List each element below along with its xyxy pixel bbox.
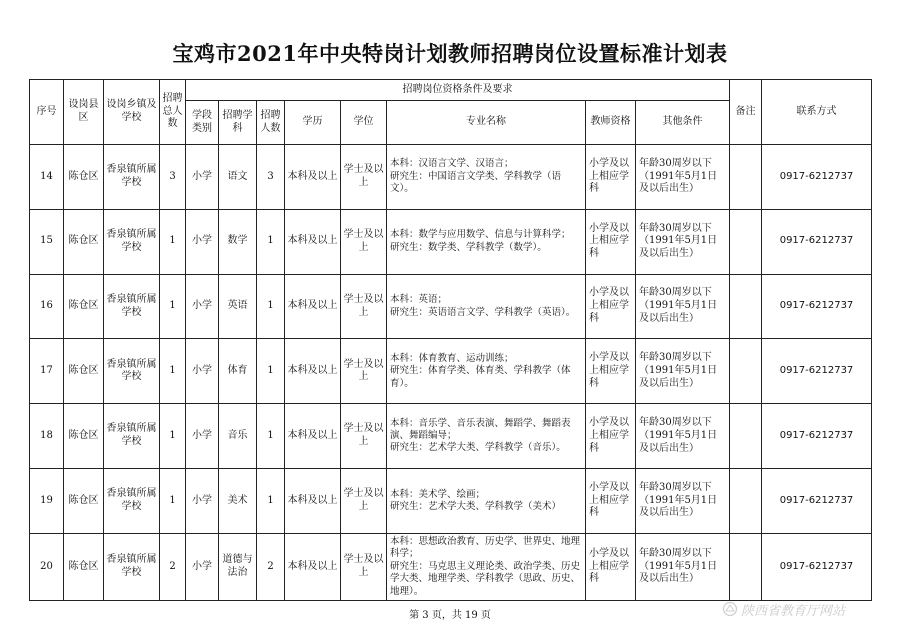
header-row-1 xyxy=(30,80,872,101)
cell-level: 小学 xyxy=(186,145,219,210)
cell-remark xyxy=(730,339,762,404)
col-header-seq: 序号 xyxy=(30,80,64,145)
cell-remark xyxy=(730,404,762,469)
cell-degree: 学士及以上 xyxy=(341,209,387,274)
cell-cert: 小学及以上相应学科 xyxy=(586,145,636,210)
col-header-school: 设岗乡镇及学校 xyxy=(104,80,160,145)
cell-education: 本科及以上 xyxy=(285,209,341,274)
cell-cert: 小学及以上相应学科 xyxy=(586,339,636,404)
cell-remark xyxy=(730,209,762,274)
cell-subject: 英语 xyxy=(219,274,257,339)
col-header-contact: 联系方式 xyxy=(762,80,872,145)
col-header-other: 其他条件 xyxy=(636,101,730,145)
cell-subject: 道德与法治 xyxy=(219,533,257,600)
cell-education: 本科及以上 xyxy=(285,274,341,339)
table-row xyxy=(30,209,872,274)
table-row xyxy=(30,274,872,339)
cell-other: 年龄30周岁以下（1991年5月1日及以后出生） xyxy=(636,274,730,339)
cell-remark xyxy=(730,145,762,210)
cell-seq: 16 xyxy=(30,274,64,339)
cell-count: 1 xyxy=(257,339,285,404)
cell-education: 本科及以上 xyxy=(285,404,341,469)
cell-major: 本科：体育教育、运动训练； 研究生：体育学类、体育类、学科教学（体育）。 xyxy=(387,339,586,404)
cell-district: 陈仓区 xyxy=(64,209,104,274)
cell-major: 本科：英语； 研究生：英语语言文学、学科教学（英语）。 xyxy=(387,274,586,339)
cell-cert: 小学及以上相应学科 xyxy=(586,533,636,600)
cell-seq: 15 xyxy=(30,209,64,274)
cell-seq: 19 xyxy=(30,469,64,534)
table-row xyxy=(30,469,872,534)
cell-level: 小学 xyxy=(186,404,219,469)
cell-subject: 语文 xyxy=(219,145,257,210)
cell-remark xyxy=(730,274,762,339)
cell-level: 小学 xyxy=(186,469,219,534)
cell-contact: 0917-6212737 xyxy=(762,533,872,600)
cell-district: 陈仓区 xyxy=(64,469,104,534)
cell-remark xyxy=(730,533,762,600)
cell-seq: 20 xyxy=(30,533,64,600)
cell-total: 1 xyxy=(160,274,186,339)
cell-subject: 数学 xyxy=(219,209,257,274)
cell-school: 香泉镇所属学校 xyxy=(104,339,160,404)
cell-contact: 0917-6212737 xyxy=(762,339,872,404)
cell-contact: 0917-6212737 xyxy=(762,145,872,210)
cell-major: 本科：音乐学、音乐表演、舞蹈学、舞蹈表演、舞蹈编导； 研究生：艺术学大类、学科教学（音乐）。 xyxy=(387,404,586,469)
cell-subject: 音乐 xyxy=(219,404,257,469)
cell-other: 年龄30周岁以下（1991年5月1日及以后出生） xyxy=(636,404,730,469)
cell-total: 1 xyxy=(160,469,186,534)
cell-education: 本科及以上 xyxy=(285,145,341,210)
cell-school: 香泉镇所属学校 xyxy=(104,145,160,210)
cell-school: 香泉镇所属学校 xyxy=(104,274,160,339)
cell-school: 香泉镇所属学校 xyxy=(104,469,160,534)
cell-education: 本科及以上 xyxy=(285,339,341,404)
col-header-major: 专业名称 xyxy=(387,101,586,145)
watermark-text: 陕西省教育厅网站 xyxy=(741,603,846,619)
cell-subject: 体育 xyxy=(219,339,257,404)
cell-level: 小学 xyxy=(186,339,219,404)
cell-remark xyxy=(730,469,762,534)
cell-school: 香泉镇所属学校 xyxy=(104,404,160,469)
watermark-logo-icon xyxy=(722,601,738,617)
cell-cert: 小学及以上相应学科 xyxy=(586,274,636,339)
col-header-subject: 招聘学科 xyxy=(219,101,257,145)
cell-degree: 学士及以上 xyxy=(341,404,387,469)
cell-district: 陈仓区 xyxy=(64,145,104,210)
cell-school: 香泉镇所属学校 xyxy=(104,533,160,600)
cell-level: 小学 xyxy=(186,209,219,274)
cell-total: 1 xyxy=(160,404,186,469)
cell-seq: 18 xyxy=(30,404,64,469)
cell-other: 年龄30周岁以下（1991年5月1日及以后出生） xyxy=(636,209,730,274)
cell-contact: 0917-6212737 xyxy=(762,209,872,274)
col-header-count: 招聘人数 xyxy=(257,101,285,145)
cell-district: 陈仓区 xyxy=(64,274,104,339)
cell-degree: 学士及以上 xyxy=(341,274,387,339)
cell-district: 陈仓区 xyxy=(64,533,104,600)
cell-degree: 学士及以上 xyxy=(341,339,387,404)
cell-total: 2 xyxy=(160,533,186,600)
col-header-level: 学段类别 xyxy=(186,101,219,145)
cell-contact: 0917-6212737 xyxy=(762,469,872,534)
cell-degree: 学士及以上 xyxy=(341,469,387,534)
cell-education: 本科及以上 xyxy=(285,469,341,534)
cell-cert: 小学及以上相应学科 xyxy=(586,209,636,274)
table-row xyxy=(30,533,872,600)
cell-major: 本科：汉语言文学、汉语言； 研究生：中国语言文学类、学科教学（语文）。 xyxy=(387,145,586,210)
page-footer: 第 3 页，共 19 页 xyxy=(409,610,491,621)
recruitment-table xyxy=(29,79,872,601)
cell-seq: 17 xyxy=(30,339,64,404)
cell-count: 1 xyxy=(257,209,285,274)
cell-other: 年龄30周岁以下（1991年5月1日及以后出生） xyxy=(636,469,730,534)
cell-district: 陈仓区 xyxy=(64,339,104,404)
col-header-cert: 教师资格 xyxy=(586,101,636,145)
cell-district: 陈仓区 xyxy=(64,404,104,469)
cell-contact: 0917-6212737 xyxy=(762,274,872,339)
col-header-total: 招聘总人数 xyxy=(160,80,186,145)
table-row xyxy=(30,145,872,210)
table-body xyxy=(30,145,872,601)
watermark xyxy=(722,598,892,620)
cell-count: 1 xyxy=(257,469,285,534)
cell-level: 小学 xyxy=(186,533,219,600)
cell-level: 小学 xyxy=(186,274,219,339)
cell-degree: 学士及以上 xyxy=(341,145,387,210)
cell-subject: 美术 xyxy=(219,469,257,534)
cell-total: 1 xyxy=(160,209,186,274)
cell-other: 年龄30周岁以下（1991年5月1日及以后出生） xyxy=(636,533,730,600)
cell-major: 本科：美术学、绘画； 研究生：艺术学大类、学科教学（美术） xyxy=(387,469,586,534)
cell-count: 1 xyxy=(257,274,285,339)
cell-major: 本科：数学与应用数学、信息与计算科学； 研究生：数学类、学科教学（数学）。 xyxy=(387,209,586,274)
cell-cert: 小学及以上相应学科 xyxy=(586,469,636,534)
cell-major: 本科：思想政治教育、历史学、世界史、地理科学； 研究生：马克思主义理论类、政治学类、历史学大类、地理学类、学科教学（思政、历史、地理）。 xyxy=(387,533,586,600)
cell-count: 2 xyxy=(257,533,285,600)
cell-cert: 小学及以上相应学科 xyxy=(586,404,636,469)
cell-other: 年龄30周岁以下（1991年5月1日及以后出生） xyxy=(636,145,730,210)
cell-degree: 学士及以上 xyxy=(341,533,387,600)
cell-count: 1 xyxy=(257,404,285,469)
page-title: 宝鸡市2021年中央特岗计划教师招聘岗位设置标准计划表 xyxy=(172,41,728,66)
cell-total: 3 xyxy=(160,145,186,210)
cell-school: 香泉镇所属学校 xyxy=(104,209,160,274)
col-header-remark: 备注 xyxy=(730,80,762,145)
table-row xyxy=(30,404,872,469)
table-row xyxy=(30,339,872,404)
cell-total: 1 xyxy=(160,339,186,404)
col-header-requirements: 招聘岗位资格条件及要求 xyxy=(186,80,730,101)
col-header-education: 学历 xyxy=(285,101,341,145)
cell-count: 3 xyxy=(257,145,285,210)
cell-contact: 0917-6212737 xyxy=(762,404,872,469)
cell-seq: 14 xyxy=(30,145,64,210)
cell-other: 年龄30周岁以下（1991年5月1日及以后出生） xyxy=(636,339,730,404)
col-header-district: 设岗县区 xyxy=(64,80,104,145)
cell-education: 本科及以上 xyxy=(285,533,341,600)
col-header-degree: 学位 xyxy=(341,101,387,145)
